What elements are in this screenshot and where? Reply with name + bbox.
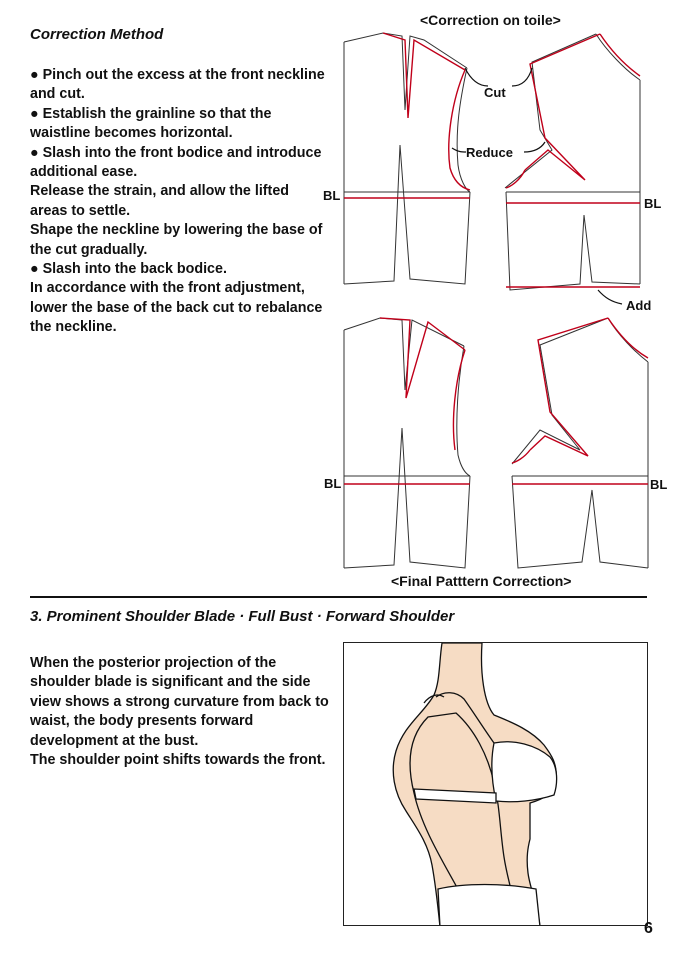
reduce-label: Reduce bbox=[466, 145, 513, 160]
correction-line-7: In accordance with the front adjustment, lower the base of the back cut to rebalance the neckline. bbox=[30, 280, 323, 336]
correction-line-1: ● Pinch out the excess at the front neckline and cut. bbox=[30, 67, 325, 103]
section-divider bbox=[30, 596, 647, 598]
toile-correction-caption: <Correction on toile> bbox=[420, 12, 561, 28]
correction-line-4: Release the strain, and allow the lifted areas to settle. bbox=[30, 183, 289, 219]
section-3-text bbox=[30, 654, 330, 770]
page-number: 6 bbox=[644, 920, 653, 937]
section-3-line-2: The shoulder point shifts towards the front. bbox=[30, 752, 326, 769]
body-side-view-illustration bbox=[343, 642, 648, 926]
final-front-bodice bbox=[512, 318, 648, 568]
correction-line-2: ● Establish the grainline so that the waistline becomes horizontal. bbox=[30, 105, 272, 142]
correction-method-title: Correction Method bbox=[30, 26, 164, 43]
body-silhouette bbox=[344, 643, 648, 926]
bl-right-label-bottom: BL bbox=[650, 477, 668, 492]
final-pattern-caption: <Final Patttern Correction> bbox=[391, 573, 572, 589]
pants bbox=[438, 885, 540, 927]
bl-left-label-bottom: BL bbox=[324, 476, 342, 491]
section-3-title: 3. Prominent Shoulder Blade · Full Bust · Forward Shoulder bbox=[30, 608, 455, 625]
final-back-corrections bbox=[344, 318, 470, 484]
bl-left-label-top: BL bbox=[323, 188, 341, 203]
correction-line-6: ● Slash into the back bodice. bbox=[30, 261, 227, 278]
final-front-corrections bbox=[512, 318, 648, 484]
cut-label: Cut bbox=[484, 85, 506, 100]
final-back-bodice bbox=[344, 318, 470, 568]
bl-right-label-top: BL bbox=[644, 196, 662, 211]
add-label: Add bbox=[626, 298, 652, 313]
correction-line-5: Shape the neckline by lowering the base of the cut gradually. bbox=[30, 222, 323, 258]
correction-line-3: ● Slash into the front bodice and introduce additional ease. bbox=[30, 144, 322, 181]
section-3-line-1: When the posterior projection of the shoulder blade is significant and the side view shows a strong curvature from back to waist, the body presents forward development at the bust. bbox=[30, 655, 329, 749]
